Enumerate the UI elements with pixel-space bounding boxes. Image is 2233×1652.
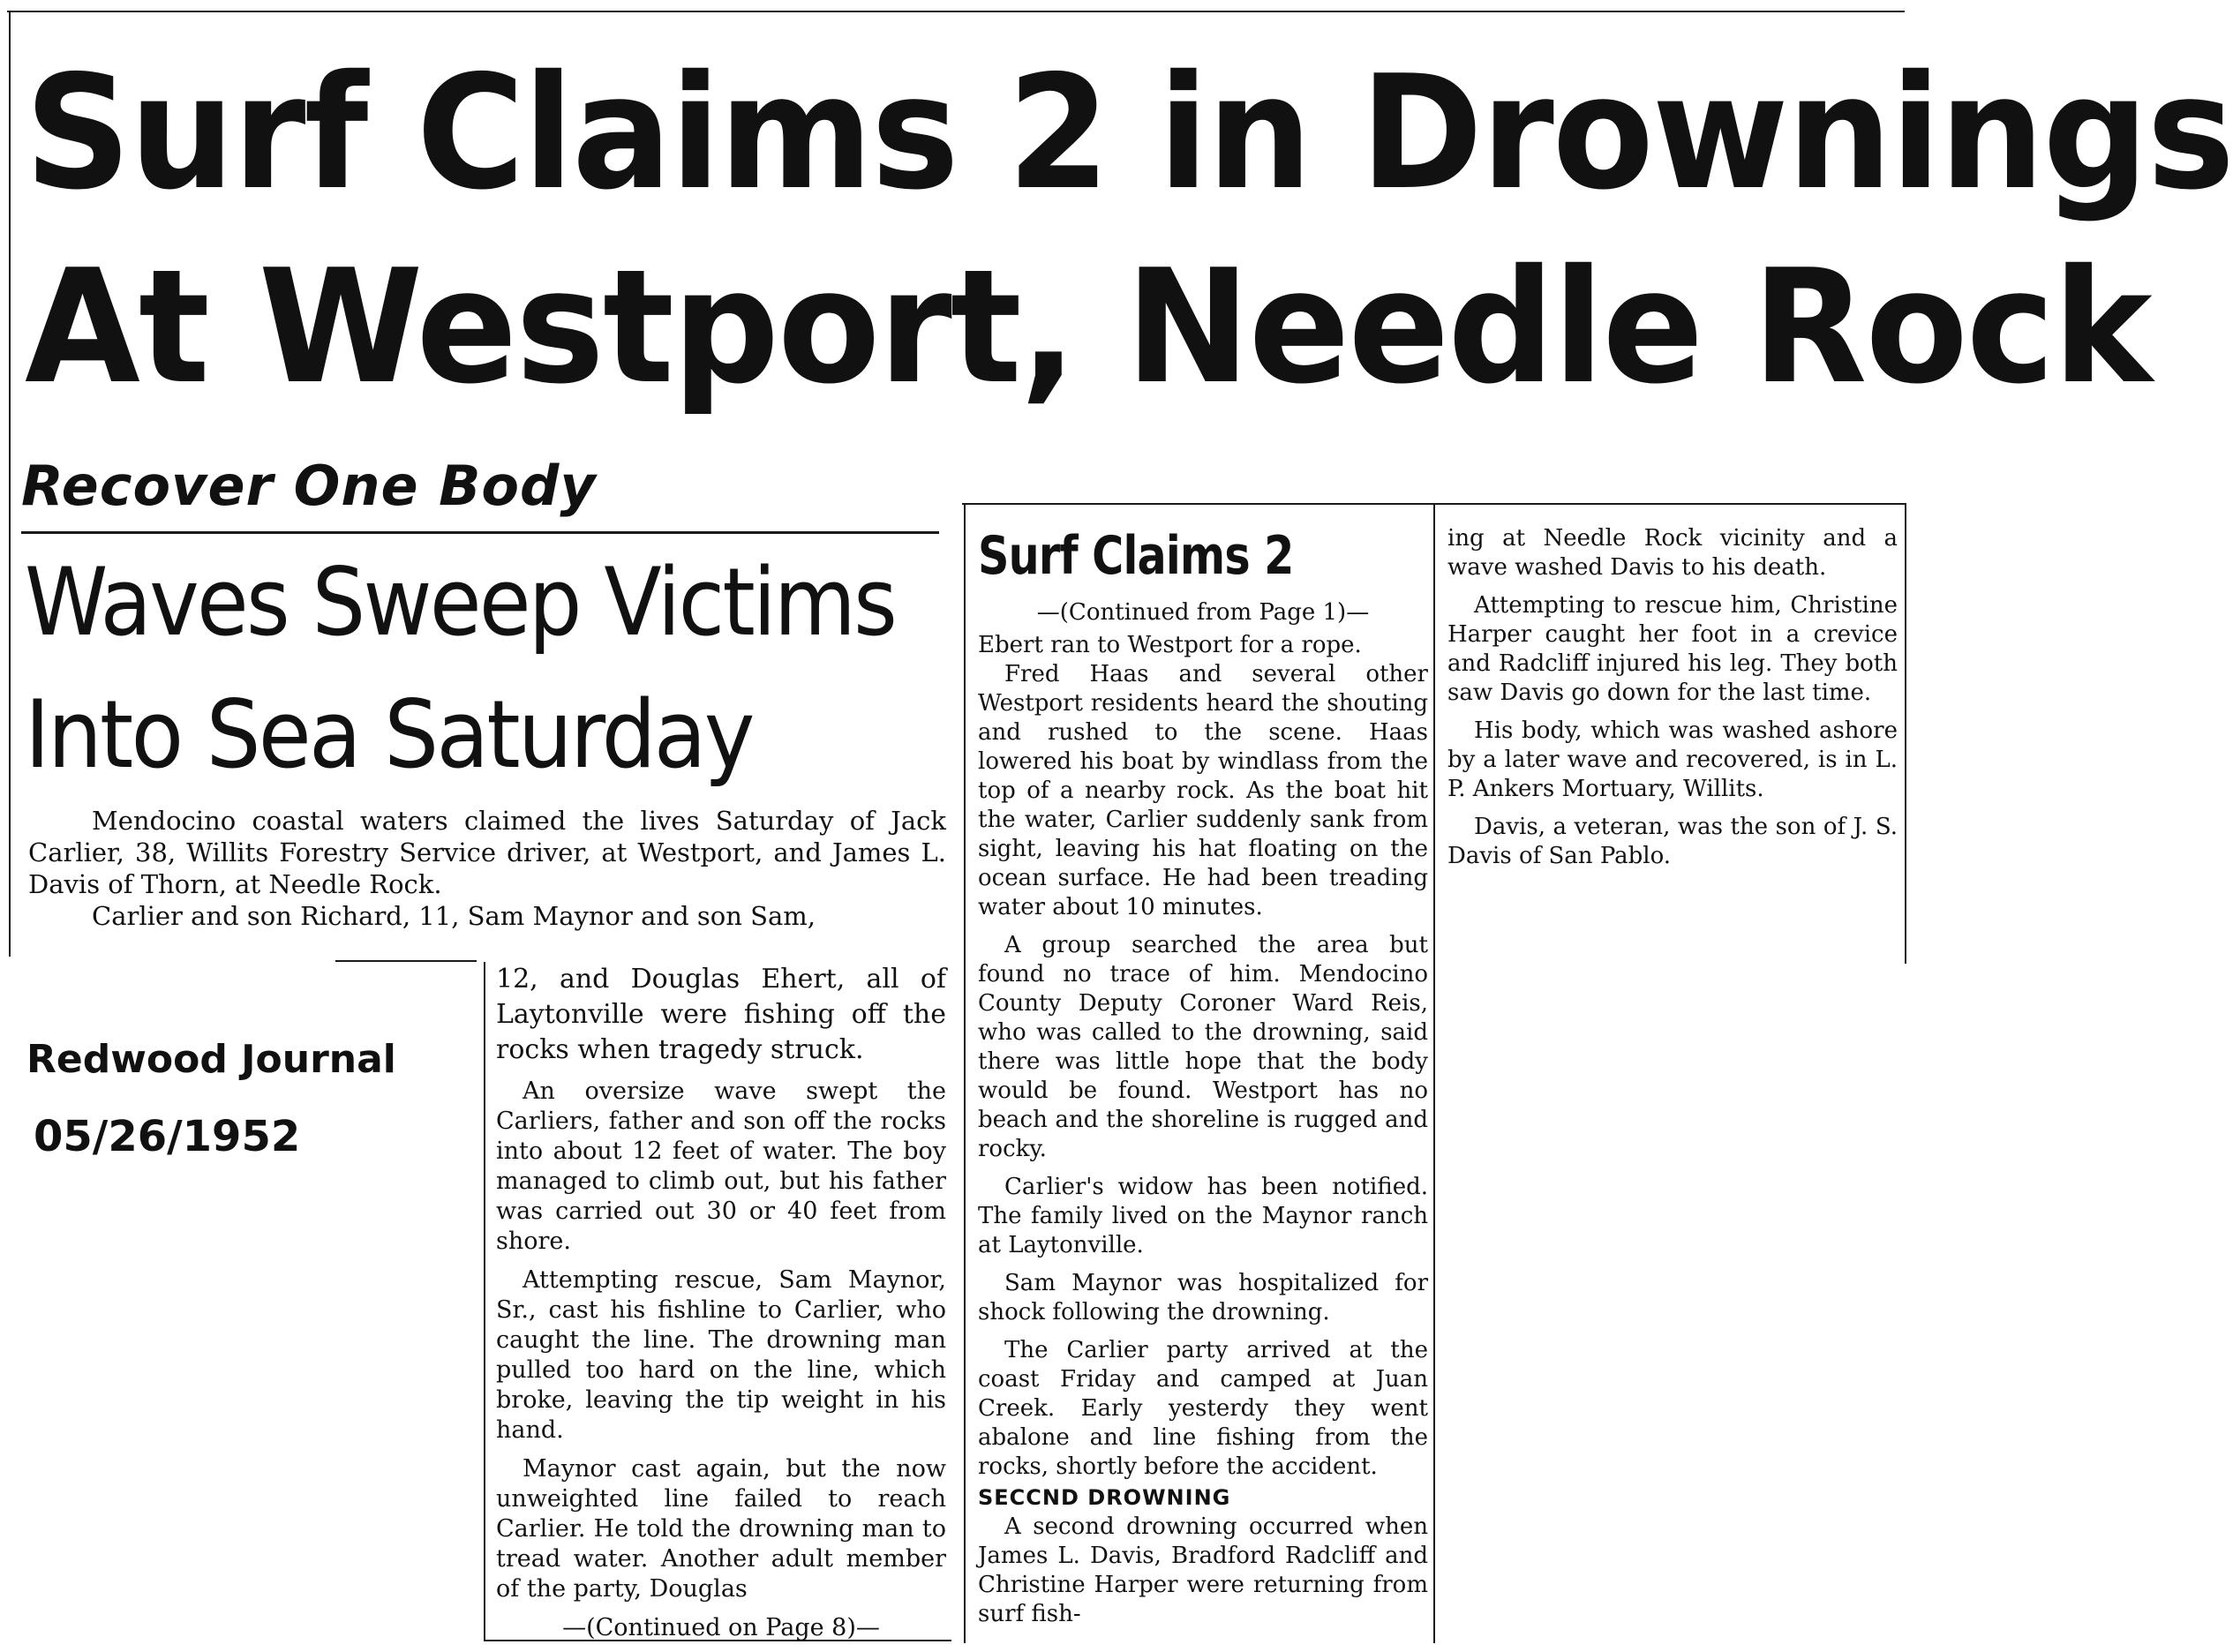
- column-b-paragraph: A group searched the area but found no trace of him. Mendocino County Deputy Coroner Ward Reis, who was called to the drowning, said there was little hope that the body would be found. Westport has no beach and the shoreline is rugged and rocky.: [978, 932, 1428, 1162]
- column-c-paragraph: Davis, a veteran, was the son of J. S. Davis of San Pablo.: [1447, 814, 1898, 869]
- column-a: [496, 962, 946, 1647]
- deck-line-1: Waves Sweep Victims: [25, 548, 896, 657]
- lead-text: [28, 805, 946, 932]
- kicker-underline: [21, 531, 939, 534]
- column-c-paragraph: His body, which was washed ashore by a later wave and recovered, is in L. P. Ankers Mortuary, Willits.: [1447, 717, 1898, 802]
- column-b-paragraph: A second drowning occurred when James L. Davis, Bradford Radcliff and Christine Harper were returning from surf fish-: [978, 1513, 1428, 1627]
- lead-paragraph: Mendocino coastal waters claimed the lives Saturday of Jack Carlier, 38, Willits Forestry Service driver, at Westport, and James L. Davis of Thorn, at Needle Rock.: [28, 806, 946, 899]
- column-b-subhead: SECCND DROWNING: [978, 1485, 1231, 1510]
- deck-line-2: Into Sea Saturday: [25, 680, 753, 789]
- column-a-paragraph: Attempting rescue, Sam Maynor, Sr., cast his fishline to Carlier, who caught the line. The drowning man pulled too hard on the line, which broke, leaving the tip weight in his hand.: [496, 1266, 946, 1444]
- column-c-paragraph: Attempting to rescue him, Christine Harper caught her foot in a crevice and Radcliff injured his leg. They both saw Davis go down for the last time.: [1447, 592, 1898, 706]
- continued-from: —(Continued from Page 1)—: [1036, 599, 1370, 626]
- column-a-paragraph: An oversize wave swept the Carliers, father and son off the rocks into about 12 feet of water. The boy managed to climb out, but his father was carried out 30 or 40 feet from shore.: [496, 1078, 946, 1255]
- source-name: Redwood Journal: [26, 1037, 396, 1082]
- column-b-paragraph: Sam Maynor was hospitalized for shock following the drowning.: [978, 1270, 1428, 1325]
- column-b-paragraph: Fred Haas and several other Westport residents heard the shouting and rushed to the scene. Haas lowered his boat by windlass from the top of a nearby rock. As the boat hit the water, Carlier suddenly sank from sight, leaving his hat floating on the ocean surface. He had been treading water about 10 minutes.: [978, 661, 1428, 920]
- lead-end-rule: [335, 960, 477, 962]
- column-c: [1447, 524, 1898, 880]
- column-b-paragraph: Carlier's widow has been notified. The family lived on the Maynor ranch at Laytonville.: [978, 1174, 1428, 1258]
- column-b-paragraph: The Carlier party arrived at the coast Friday and camped at Juan Creek. Early yesterdy they went abalone and line fishing from the rocks, shortly before the accident.: [978, 1337, 1428, 1480]
- lead-paragraph: Carlier and son Richard, 11, Sam Maynor and son Sam,: [92, 901, 816, 931]
- column-b-paragraph: Ebert ran to Westport for a rope.: [978, 632, 1362, 658]
- column-divider: [1433, 505, 1435, 1643]
- column-a-left-rule: [484, 962, 485, 1641]
- kicker: Recover One Body: [21, 454, 597, 518]
- continued-on: —(Continued on Page 8)—: [562, 1614, 880, 1641]
- left-border: [9, 12, 11, 957]
- column-b: [978, 595, 1428, 1638]
- jump-right-rule: [1905, 505, 1906, 964]
- jump-heading: Surf Claims 2: [978, 525, 1294, 587]
- headline-line-2: At Westport, Needle Rock: [25, 236, 2151, 418]
- source-date: 05/26/1952: [34, 1112, 301, 1161]
- column-c-paragraph: ing at Needle Rock vicinity and a wave washed Davis to his death.: [1447, 525, 1898, 581]
- top-border: [7, 11, 1905, 12]
- jump-left-rule: [964, 505, 966, 1643]
- headline-line-1: Surf Claims 2 in Drownings: [25, 41, 2233, 224]
- column-a-paragraph: Maynor cast again, but the now unweighted line failed to reach Carlier. He told the drowning man to tread water. Another adult member of the party, Douglas: [496, 1455, 946, 1603]
- column-a-first: 12, and Douglas Ehert, all of Laytonville were fishing off the rocks when tragedy struck.: [496, 964, 946, 1065]
